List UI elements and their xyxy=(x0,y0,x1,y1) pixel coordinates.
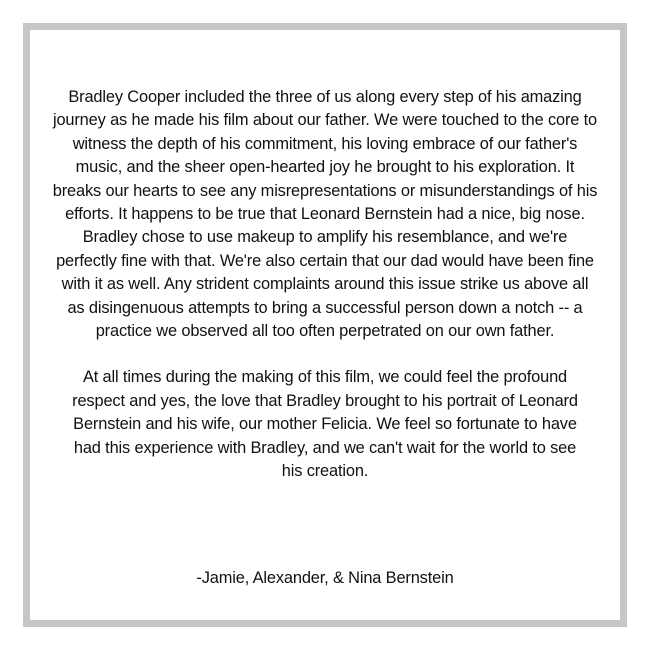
signature: -Jamie, Alexander, & Nina Bernstein xyxy=(196,569,454,587)
statement-card xyxy=(23,23,627,627)
statement-body xyxy=(30,86,620,484)
statement-paragraph-1: Bradley Cooper included the three of us along every step of his amazing journey as he made his film about our father. We were touched to the core to witness the depth of his commitment, his loving embrace of our father's music, and the sheer open-hearted joy he brought to his exploration. It breaks our hearts to see any misrepresentations or misunderstandings of his efforts. It happens to be true that Leonard Bernstein had a nice, big nose. Bradley chose to use makeup to amplify his resemblance, and we're perfectly fine with that. We're also certain that our dad would have been fine with it as well. Any strident complaints around this issue strike us above all as disingenuous attempts to bring a successful person down a notch -- a practice we observed all too often perpetrated on our own father. xyxy=(52,88,598,341)
statement-paragraph-2: At all times during the making of this film, we could feel the profound respect and yes, the love that Bradley brought to his portrait of Leonard Bernstein and his wife, our mother Felicia. We feel so fortunate to have had this experience with Bradley, and we can't wait for the world to see his creation. xyxy=(72,368,578,481)
